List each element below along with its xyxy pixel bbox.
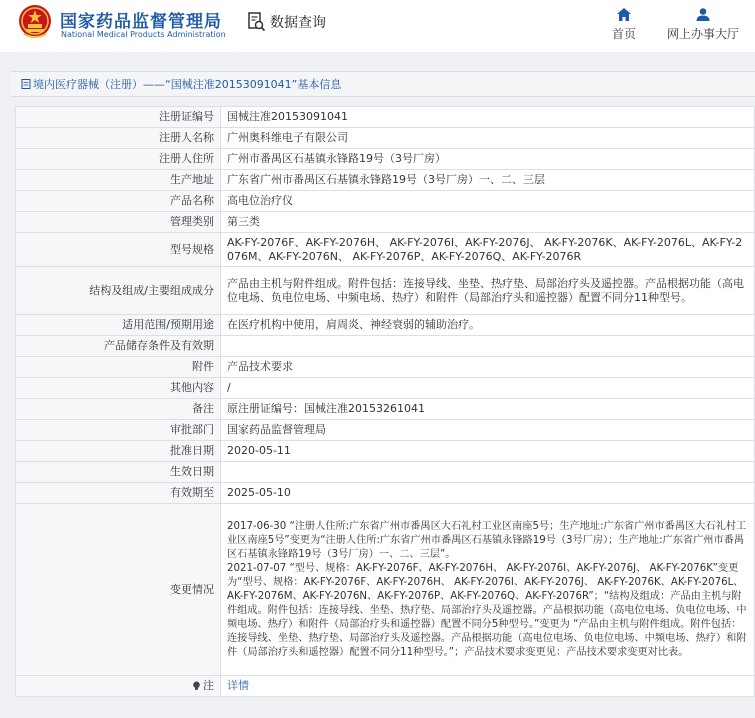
field-label: 有效期至 [16,483,221,504]
field-value: 产品由主机与附件组成。附件包括：连接导线、坐垫、热疗垫、局部治疗头及遥控器。产品根据功能（高电位电场、负电位电场、中频电场、热疗）和附件（局部治疗头和遥控器）配置不同分11种型号。 [221,267,755,315]
record-title: 境内医疗器械（注册）——“国械注准20153091041”基本信息 [33,78,342,91]
field-label: 附件 [16,357,221,378]
home-icon [617,8,631,21]
field-value [221,676,755,697]
table-row [16,399,755,420]
field-label: 管理类别 [16,212,221,233]
change-history-value [221,504,755,676]
table-row [16,420,755,441]
nav-service-hall-button[interactable] [660,8,746,42]
field-value: 原注册证编号：国械注准20153261041 [221,399,755,420]
field-label: 审批部门 [16,420,221,441]
field-value: 产品技术要求 [221,357,755,378]
field-value: 广东省广州市番禺区石基镇永锋路19号（3号厂房）一、二、三层 [221,170,755,191]
field-label: 生效日期 [16,462,221,483]
field-label: 产品名称 [16,191,221,212]
table-row [16,212,755,233]
field-value: 2020-05-11 [221,441,755,462]
field-value: AK-FY-2076F、AK-FY-2076H、 AK-FY-2076I、AK-FY-2076J、 AK-FY-2076K、AK-FY-2076L、AK-FY-2076M、AK-FY-2076N、 AK-FY-2076P、AK-FY-2076Q、AK-FY-2076R [221,233,755,267]
table-row [16,336,755,357]
table-row [16,315,755,336]
table-row [16,233,755,267]
user-icon [696,8,710,21]
brand-name-en: National Medical Products Administration [61,30,226,39]
field-label: 生产地址 [16,170,221,191]
table-row [16,483,755,504]
device-detail-table [15,106,755,697]
national-emblem-icon [18,4,52,40]
field-label: 产品储存条件及有效期 [16,336,221,357]
field-value: 国械注准20153091041 [221,107,755,128]
nav-service-hall-label: 网上办事大厅 [666,27,739,41]
data-query-link[interactable] [248,12,326,32]
field-label: 注册证编号 [16,107,221,128]
field-label: 结构及组成/主要组成成分 [16,267,221,315]
document-search-icon [248,12,266,32]
field-value: 国家药品监督管理局 [221,420,755,441]
field-label: 注册人名称 [16,128,221,149]
record-title-bar [11,71,755,97]
data-query-label: 数据查询 [270,15,326,31]
change-entry: 2017-06-30 “注册人住所:广东省广州市番禺区大石礼村工业区南座5号；生产地址:广东省广州市番禺区大石礼村工业区南座5号”变更为“注册人住所:广东省广州市番禺区石基镇永锋路19号（3号厂房）；生产地址:广东省广州市番禺区石基镇永锋路19号（3号厂房）一、二、三层”。 [227,520,747,560]
field-label: 注册人住所 [16,149,221,170]
field-label [16,676,221,697]
table-row [16,107,755,128]
field-label: 型号规格 [16,233,221,267]
field-value: 第三类 [221,212,755,233]
field-label: 批准日期 [16,441,221,462]
field-label: 适用范围/预期用途 [16,315,221,336]
nav-home-label: 首页 [611,27,636,41]
table-row [16,378,755,399]
field-label: 变更情况 [16,504,221,676]
document-icon [21,79,31,89]
brand-name-cn: 国家药品监督管理局 [60,12,222,32]
field-value: 高电位治疗仪 [221,191,755,212]
table-row [16,357,755,378]
field-label: 备注 [16,399,221,420]
details-link[interactable]: 详情 [227,679,249,692]
bulb-icon [192,681,201,690]
note-label: 注 [203,679,214,692]
field-value: 广州奥科维电子有限公司 [221,128,755,149]
field-value: 广州市番禺区石基镇永锋路19号（3号厂房） [221,149,755,170]
field-value: 2025-05-10 [221,483,755,504]
field-value [221,462,755,483]
nav-home-button[interactable] [602,8,646,42]
table-row [16,441,755,462]
table-row [16,149,755,170]
table-row [16,267,755,315]
site-header [0,0,755,52]
table-row [16,128,755,149]
table-row [16,170,755,191]
table-row [16,676,755,697]
table-row [16,462,755,483]
field-value: / [221,378,755,399]
field-value: 在医疗机构中使用，肩周炎、神经衰弱的辅助治疗。 [221,315,755,336]
table-row [16,191,755,212]
change-entry: 2021-07-07 “型号、规格：AK-FY-2076F、AK-FY-2076H、 AK-FY-2076I、AK-FY-2076J、 AK-FY-2076K”变更为“型号、规格：AK-FY-2076F、AK-FY-2076H、 AK-FY-2076I、AK-FY-2076J、 AK-FY-2076K、AK-FY-2076L、AK-FY-2076M、AK-FY-2076N、AK-FY-2076P、AK-FY-2076Q、AK-FY-2076R”；“结构及组成：产品由主机与附件组成。附件包括：连接导线、坐垫、热疗垫、局部治疗头及遥控器。产品根据功能（高电位电场、负电位电场、中频电场、热疗）和附件（局部治疗头和遥控器）配置不同分5种型号。”变更为 “产品由主机与附件组成。附件包括：连接导线、坐垫、热疗垫、局部治疗头及遥控器。产品根据功能（高电位电场、负电位电场、中频电场、热疗）和附件（局部治疗头和遥控器）配置不同分11种型号。”；产品技术要求变更见：产品技术要求变更对比表。 [227,562,747,658]
table-row [16,504,755,676]
field-value [221,336,755,357]
field-label: 其他内容 [16,378,221,399]
